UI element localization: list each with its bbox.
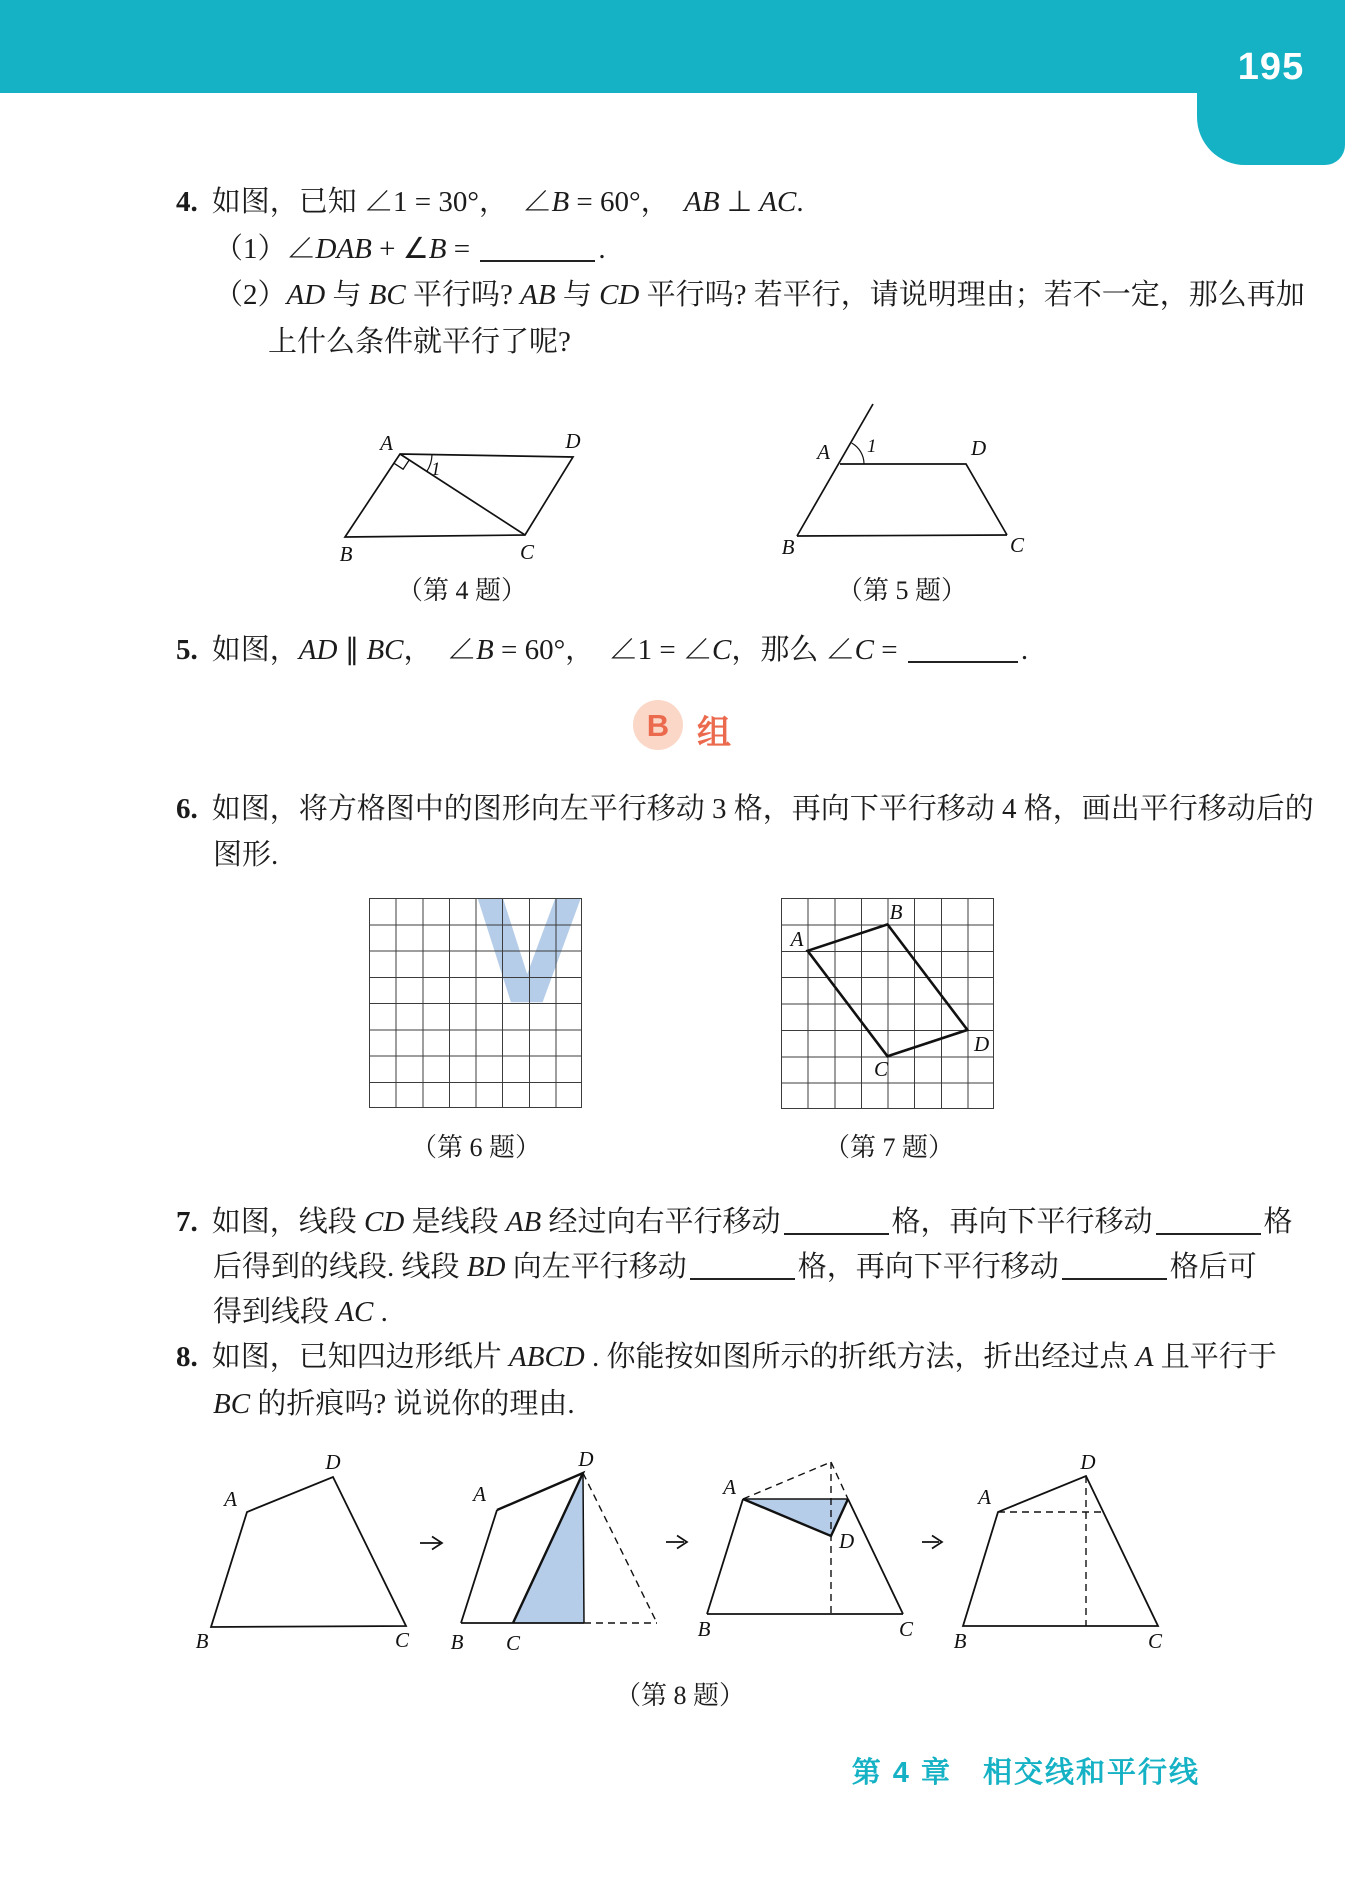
quadrilateral-abcd	[345, 454, 573, 537]
problem-4-line-4: 上什么条件就平行了呢?	[268, 326, 571, 358]
vertex-label-a: A	[473, 1482, 486, 1506]
vertex-label-b: B	[697, 1617, 711, 1641]
group-b-label: 组	[697, 714, 731, 752]
problem-8-number: 8.	[176, 1341, 198, 1373]
vertex-label-c: C	[394, 1628, 410, 1652]
problem-6-line-1: 6. 如图，将方格图中的图形向左平行移动 3 格，再向下平行移动 4 格，画出平行移动后的	[176, 793, 1314, 825]
vertex-label-a: A	[723, 1475, 736, 1499]
crease-vertical	[583, 1473, 584, 1623]
vertex-label-c: C	[873, 1057, 889, 1081]
figure-caption-8: （第 8 题）	[614, 1681, 746, 1710]
problem-4-line-1: 4. 如图，已知 ∠1 = 30°， ∠B = 60°， AB ⊥ AC.	[176, 186, 804, 218]
arrow-2	[666, 1536, 687, 1549]
vertex-label-d: D	[974, 1032, 990, 1056]
edges-ad-dc	[840, 464, 1007, 535]
problem-7-line-2: 后得到的线段. 线段 BD 向左平行移动 格，再向下平行移动 格后可	[213, 1251, 1257, 1283]
crease-lines-dashed	[998, 1476, 1103, 1626]
problem-6-number: 6.	[176, 793, 198, 825]
answer-blank	[784, 1232, 889, 1235]
header-bar	[0, 0, 1345, 93]
arrow-3	[922, 1536, 942, 1549]
paper-outline	[211, 1477, 406, 1627]
problem-7-number: 7.	[176, 1206, 198, 1238]
vertex-label-b: B	[450, 1630, 464, 1654]
problem-7-line-1: 7. 如图，线段 CD 是线段 AB 经过向右平行移动 格，再向下平行移动 格	[176, 1206, 1293, 1238]
answer-blank	[908, 660, 1018, 663]
vertex-label-d: D	[565, 429, 581, 453]
figure-problem-8-strip	[180, 1440, 1190, 1665]
vertex-label-a: A	[978, 1485, 991, 1509]
vertex-label-a: A	[224, 1487, 237, 1511]
problem-6-line-2: 图形.	[213, 839, 279, 871]
vertex-label-d: D	[325, 1450, 341, 1474]
figure-caption-6: （第 6 题）	[410, 1133, 542, 1162]
figure-caption-7: （第 7 题）	[823, 1133, 955, 1162]
vertex-label-c: C	[1147, 1629, 1163, 1653]
chapter-footer: 第 4 章 相交线和平行线	[851, 1757, 1200, 1789]
vertex-label-b: B	[953, 1629, 967, 1653]
vertex-label-b: B	[781, 535, 795, 559]
right-angle-mark	[394, 460, 409, 469]
vertex-label-a: A	[380, 431, 393, 455]
vertex-label-d: D	[839, 1529, 855, 1553]
page-number: 195	[1237, 46, 1305, 88]
paper-outline	[963, 1476, 1158, 1626]
answer-blank	[480, 259, 595, 262]
figure-caption-5: （第 5 题）	[836, 576, 968, 605]
vertex-label-d: D	[971, 436, 987, 460]
vertex-label-c: C	[898, 1617, 914, 1641]
figure-problem-7-grid	[781, 898, 994, 1109]
problem-8-line-2: BC 的折痕吗? 说说你的理由.	[213, 1388, 575, 1420]
vertex-label-b: B	[339, 542, 353, 566]
fold-step-3	[698, 1462, 914, 1641]
original-position-dashed	[743, 1462, 848, 1614]
vertex-label-c: C	[505, 1631, 521, 1655]
fold-step-1	[196, 1450, 410, 1653]
figure-problem-4	[280, 420, 620, 580]
arrow-1	[420, 1537, 442, 1550]
line-b-through-a-extended	[797, 404, 873, 536]
group-b-badge: B	[633, 700, 683, 750]
problem-7-line-3: 得到线段 AC .	[213, 1296, 388, 1328]
answer-blank	[1062, 1277, 1167, 1280]
figure-problem-5	[770, 395, 1050, 565]
vertex-label-a: A	[817, 440, 830, 464]
edge-bc	[797, 535, 1007, 536]
problem-4-number: 4.	[176, 186, 198, 218]
problem-5-number: 5.	[176, 634, 198, 666]
problem-4-line-2: （1）∠DAB + ∠B = .	[214, 233, 606, 265]
figure-problem-6-grid	[369, 898, 582, 1108]
problem-8-line-1: 8. 如图，已知四边形纸片 ABCD . 你能按如图所示的折纸方法，折出经过点 A 且平行于	[176, 1341, 1277, 1373]
angle-1-label: 1	[431, 459, 441, 480]
fold-step-2	[451, 1447, 657, 1655]
answer-blank	[1156, 1232, 1261, 1235]
diagonal-ac	[400, 454, 525, 535]
vertex-label-b: B	[889, 900, 903, 924]
vertex-label-a: A	[790, 927, 804, 951]
vertex-label-c: C	[519, 540, 535, 564]
figure-caption-4: （第 4 题）	[396, 576, 528, 605]
fold-step-4	[954, 1450, 1163, 1653]
answer-blank	[690, 1277, 795, 1280]
problem-4-line-3: （2）AD 与 BC 平行吗? AB 与 CD 平行吗? 若平行，请说明理由；若不一定，那么再加	[214, 279, 1305, 311]
original-position-dashed	[583, 1473, 657, 1623]
vertex-label-b: B	[195, 1629, 209, 1653]
vertex-label-d: D	[578, 1447, 594, 1471]
angle-arc	[852, 443, 864, 464]
vertex-label-c: C	[1009, 533, 1025, 557]
problem-5-line-1: 5. 如图，AD ∥ BC， ∠B = 60°， ∠1 = ∠C，那么 ∠C = .	[176, 634, 1029, 666]
angle-1-label: 1	[867, 436, 877, 457]
vertex-label-d: D	[1080, 1450, 1096, 1474]
